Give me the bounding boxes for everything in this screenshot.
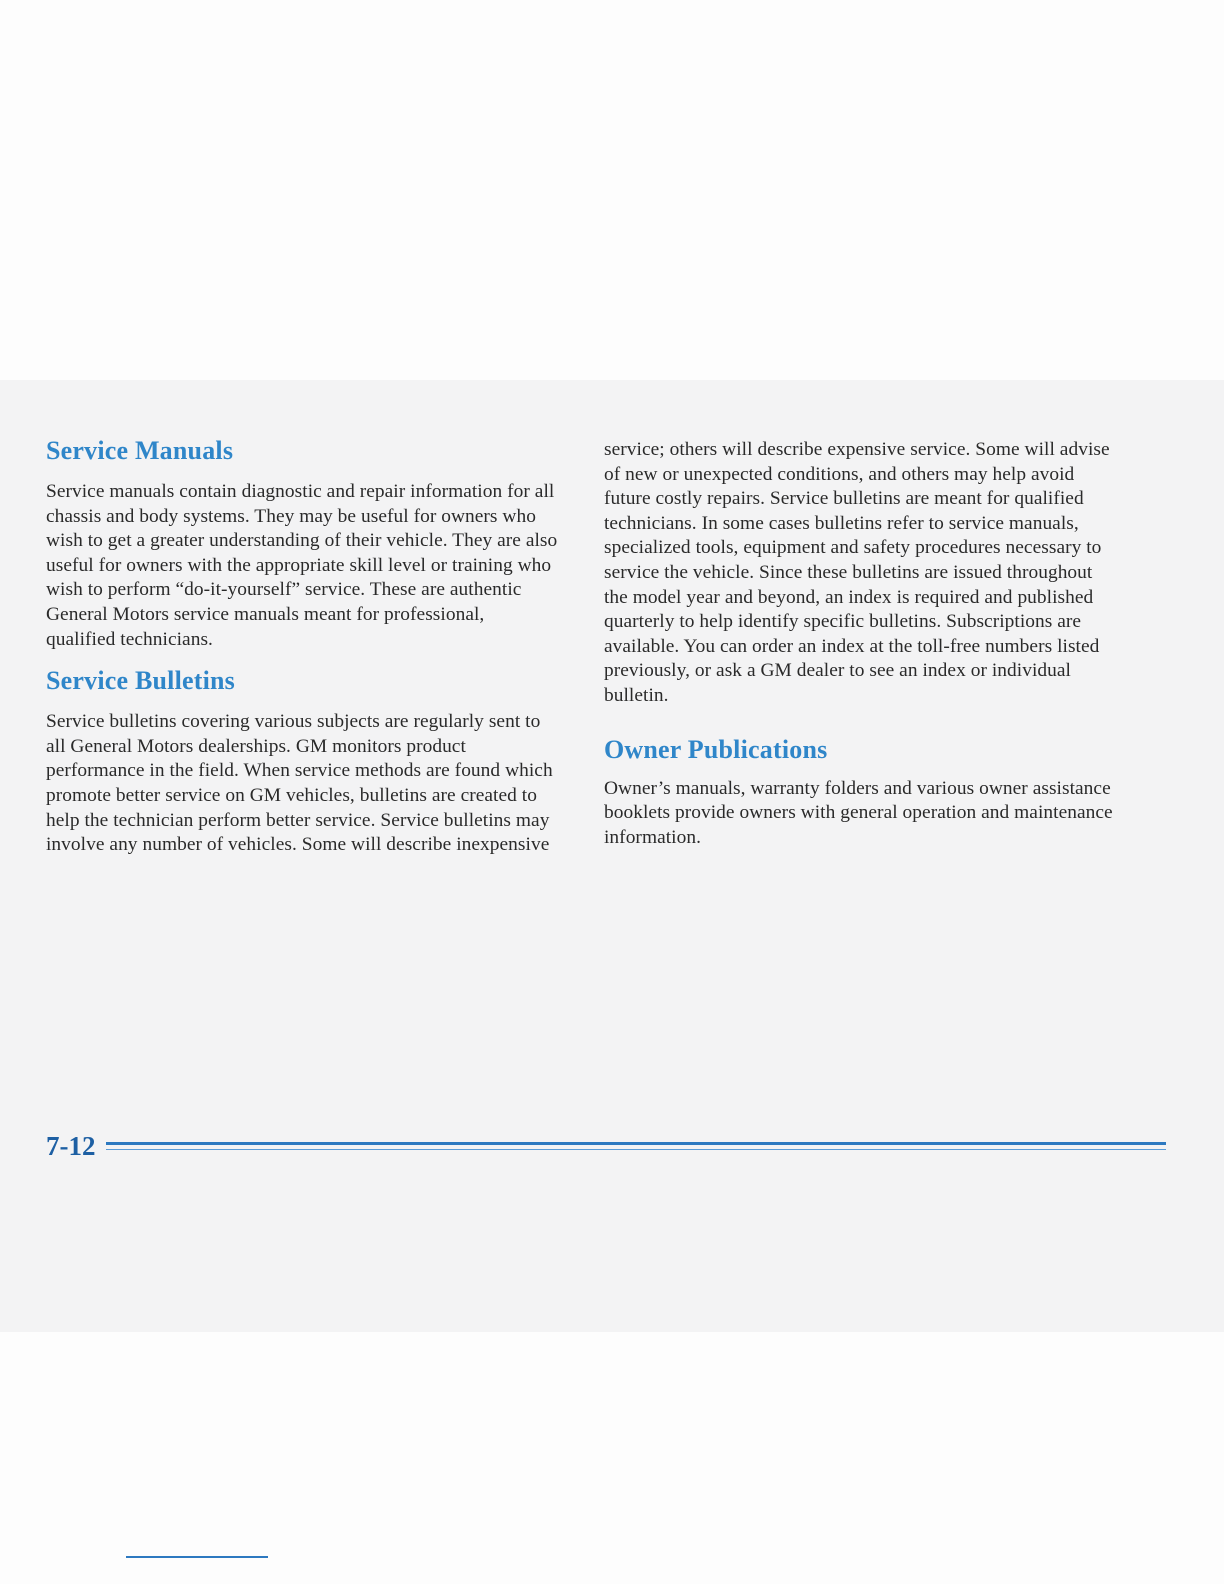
service-manuals-text: Service manuals contain diagnostic and repair information for all chassis and body systems. They may be useful for owners who wish to get a greater understanding of their vehicle. They are also useful for owners with the appropriate skill level or training who wish to perform “do-it-yourself” service. These are authentic General Motors service manuals meant for professional, qualified technicians. xyxy=(46,481,558,650)
footer-rule-thin xyxy=(106,1149,1166,1150)
page-footer xyxy=(46,1130,1126,1166)
right-column xyxy=(604,438,1116,864)
left-column xyxy=(46,436,558,872)
owner-publications-heading: Owner Publications xyxy=(604,734,828,764)
bottom-edge-mark xyxy=(126,1556,268,1558)
service-manuals-heading: Service Manuals xyxy=(46,436,234,465)
footer-rule xyxy=(106,1142,1166,1145)
service-bulletins-text-part1: Service bulletins covering various subjects are regularly sent to all General Motors dealerships. GM monitors product performance in the field. When service methods are found which promote better service on GM vehicles, bulletins are created to help the technician perform better service. Service bulletins may involve any number of vehicles. Some will describe inexpensive xyxy=(46,711,553,856)
owner-publications-text: Owner’s manuals, warranty folders and various owner assistance booklets provide owners with general operation and maintenance information. xyxy=(604,777,1113,848)
service-bulletins-heading: Service Bulletins xyxy=(46,666,235,696)
page-number: 7-12 xyxy=(46,1131,96,1161)
service-bulletins-text-part2: service; others will describe expensive service. Some will advise of new or unexpected conditions, and others may help avoid future costly repairs. Service bulletins are meant for qualified technicians. In some cases bulletins refer to service manuals, specialized tools, equipment and safety procedures necessary to service the vehicle. Since these bulletins are issued throughout the model year and beyond, an index is required and published quarterly to help identify specific bulletins. Subscriptions are available. You can order an index at the toll-free numbers listed previously, or ask a GM dealer to see an index or individual bulletin. xyxy=(604,439,1110,706)
